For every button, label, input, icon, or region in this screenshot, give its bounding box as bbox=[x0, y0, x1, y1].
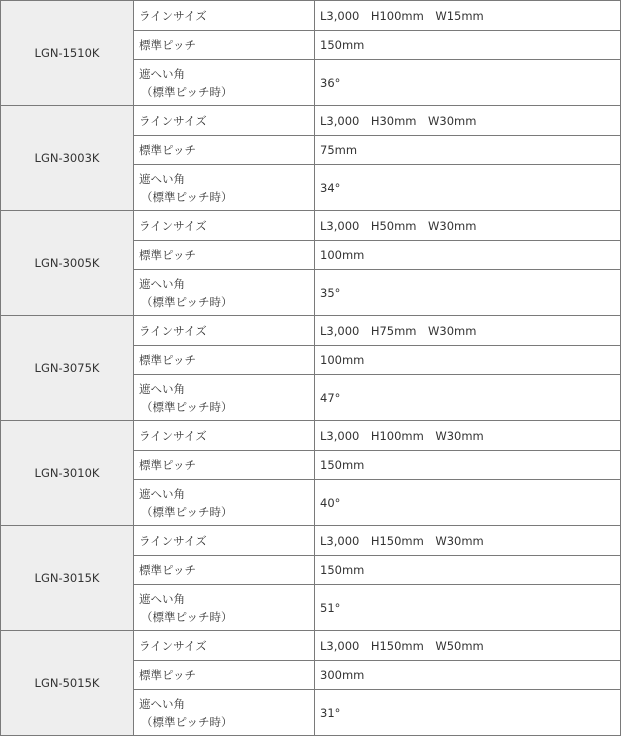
line-size-value: L3,000 H75mm W30mm bbox=[315, 316, 621, 346]
table-row bbox=[1, 631, 621, 661]
angle-value: 51° bbox=[315, 585, 621, 631]
angle-label-line2: （標準ピッチ時） bbox=[141, 609, 233, 624]
pitch-value: 75mm bbox=[315, 136, 621, 165]
model-cell: LGN-3003K bbox=[1, 106, 134, 211]
line-size-label: ラインサイズ bbox=[134, 526, 315, 556]
angle-label bbox=[134, 690, 315, 736]
line-size-value: L3,000 H150mm W30mm bbox=[315, 526, 621, 556]
table-row bbox=[1, 211, 621, 241]
model-cell: LGN-3015K bbox=[1, 526, 134, 631]
model-cell: LGN-3010K bbox=[1, 421, 134, 526]
angle-value: 35° bbox=[315, 270, 621, 316]
pitch-value: 300mm bbox=[315, 661, 621, 690]
line-size-value: L3,000 H50mm W30mm bbox=[315, 211, 621, 241]
angle-label bbox=[134, 375, 315, 421]
angle-label-line1: 遮へい角 bbox=[139, 591, 185, 606]
angle-label bbox=[134, 60, 315, 106]
angle-value: 31° bbox=[315, 690, 621, 736]
model-cell: LGN-3075K bbox=[1, 316, 134, 421]
table-row bbox=[1, 421, 621, 451]
line-size-label: ラインサイズ bbox=[134, 316, 315, 346]
angle-label-line1: 遮へい角 bbox=[139, 381, 185, 396]
line-size-value: L3,000 H150mm W50mm bbox=[315, 631, 621, 661]
table-row bbox=[1, 316, 621, 346]
table-row bbox=[1, 1, 621, 31]
pitch-label: 標準ピッチ bbox=[134, 241, 315, 270]
pitch-value: 150mm bbox=[315, 31, 621, 60]
line-size-label: ラインサイズ bbox=[134, 631, 315, 661]
line-size-value: L3,000 H100mm W15mm bbox=[315, 1, 621, 31]
line-size-label: ラインサイズ bbox=[134, 106, 315, 136]
line-size-label: ラインサイズ bbox=[134, 421, 315, 451]
angle-label bbox=[134, 585, 315, 631]
table-row bbox=[1, 106, 621, 136]
model-cell: LGN-3005K bbox=[1, 211, 134, 316]
angle-label bbox=[134, 480, 315, 526]
angle-label-line2: （標準ピッチ時） bbox=[141, 294, 233, 309]
pitch-value: 150mm bbox=[315, 451, 621, 480]
angle-label-line2: （標準ピッチ時） bbox=[141, 189, 233, 204]
angle-value: 47° bbox=[315, 375, 621, 421]
pitch-label: 標準ピッチ bbox=[134, 556, 315, 585]
table-row bbox=[1, 526, 621, 556]
angle-value: 34° bbox=[315, 165, 621, 211]
model-cell: LGN-1510K bbox=[1, 1, 134, 106]
angle-label bbox=[134, 270, 315, 316]
angle-label-line1: 遮へい角 bbox=[139, 276, 185, 291]
angle-label bbox=[134, 165, 315, 211]
angle-label-line1: 遮へい角 bbox=[139, 486, 185, 501]
pitch-label: 標準ピッチ bbox=[134, 661, 315, 690]
angle-label-line1: 遮へい角 bbox=[139, 696, 185, 711]
spec-table-body bbox=[1, 1, 621, 736]
angle-label-line2: （標準ピッチ時） bbox=[141, 504, 233, 519]
model-cell: LGN-5015K bbox=[1, 631, 134, 736]
pitch-label: 標準ピッチ bbox=[134, 451, 315, 480]
pitch-value: 100mm bbox=[315, 241, 621, 270]
pitch-label: 標準ピッチ bbox=[134, 136, 315, 165]
pitch-label: 標準ピッチ bbox=[134, 346, 315, 375]
angle-label-line1: 遮へい角 bbox=[139, 171, 185, 186]
angle-label-line1: 遮へい角 bbox=[139, 66, 185, 81]
line-size-value: L3,000 H100mm W30mm bbox=[315, 421, 621, 451]
angle-label-line2: （標準ピッチ時） bbox=[141, 399, 233, 414]
line-size-label: ラインサイズ bbox=[134, 1, 315, 31]
pitch-value: 150mm bbox=[315, 556, 621, 585]
angle-label-line2: （標準ピッチ時） bbox=[141, 714, 233, 729]
angle-value: 36° bbox=[315, 60, 621, 106]
angle-label-line2: （標準ピッチ時） bbox=[141, 84, 233, 99]
pitch-label: 標準ピッチ bbox=[134, 31, 315, 60]
line-size-value: L3,000 H30mm W30mm bbox=[315, 106, 621, 136]
line-size-label: ラインサイズ bbox=[134, 211, 315, 241]
angle-value: 40° bbox=[315, 480, 621, 526]
pitch-value: 100mm bbox=[315, 346, 621, 375]
